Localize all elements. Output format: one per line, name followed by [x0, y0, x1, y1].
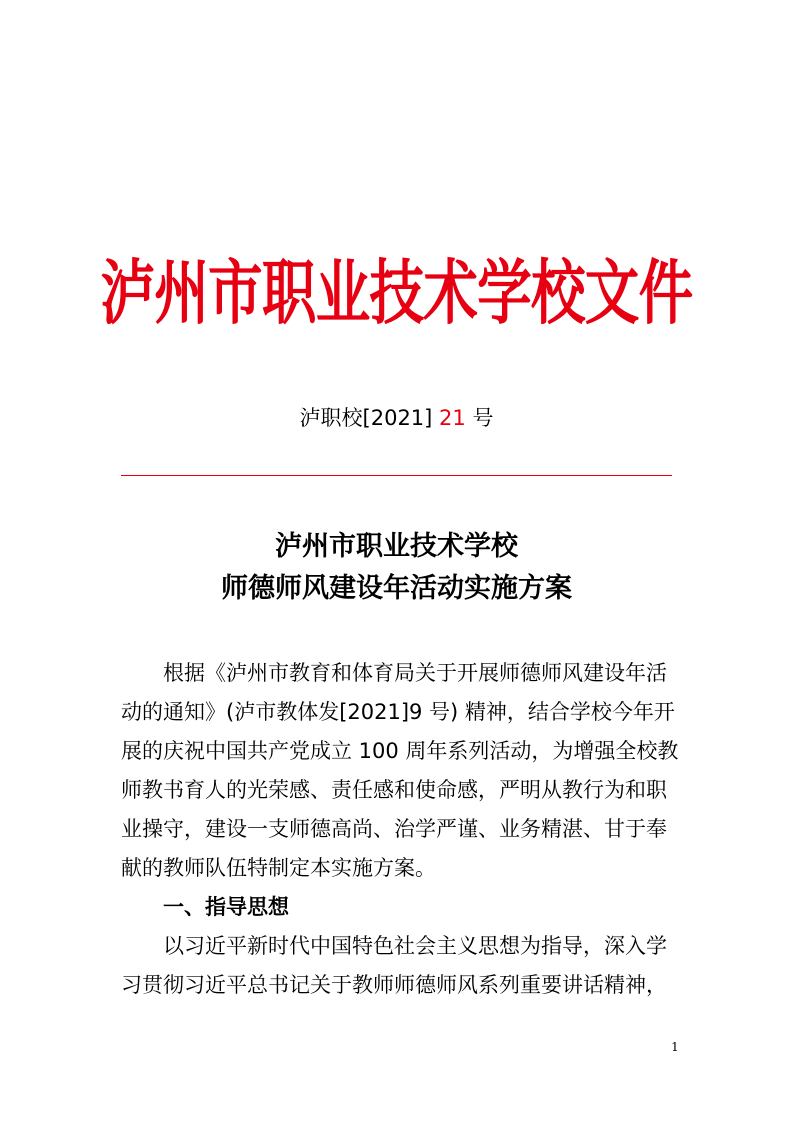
document-title-line-2: 师德师风建设年活动实施方案	[221, 573, 572, 604]
paragraph-line: 习贯彻习近平总书记关于教师师德师风系列重要讲话精神，	[121, 973, 667, 997]
document-header-title: 泸州市职业技术学校文件	[100, 251, 693, 334]
paragraph-line: 根据《泸州市教育和体育局关于开展师德师风建设年活	[163, 661, 667, 685]
document-body	[121, 654, 679, 1005]
document-title-line-1: 泸州市职业技术学校	[275, 531, 518, 562]
document-number-value: 21	[439, 406, 466, 430]
paragraph-line: 业操守，建设一支师德高尚、治学严谨、业务精湛、甘于奉	[121, 817, 667, 841]
paragraph-line: 以习近平新时代中国特色社会主义思想为指导，深入学	[163, 934, 667, 958]
paragraph-line: 动的通知》(泸市教体发[2021]9 号) 精神，结合学校今年开	[121, 700, 675, 724]
paragraph-line: 师教书育人的光荣感、责任感和使命感，严明从教行为和职	[121, 778, 667, 802]
document-number-suffix: 号	[465, 406, 494, 430]
page-number: 1	[671, 1040, 679, 1054]
red-divider-line	[121, 475, 672, 476]
section-heading: 一、指导思想	[163, 895, 289, 919]
document-number	[0, 403, 793, 433]
paragraph-line: 献的教师队伍特制定本实施方案。	[121, 856, 436, 880]
paragraph-line: 展的庆祝中国共产党成立 100 周年系列活动，为增强全校教	[121, 739, 679, 763]
document-number-prefix: 泸职校[2021]	[299, 406, 440, 430]
